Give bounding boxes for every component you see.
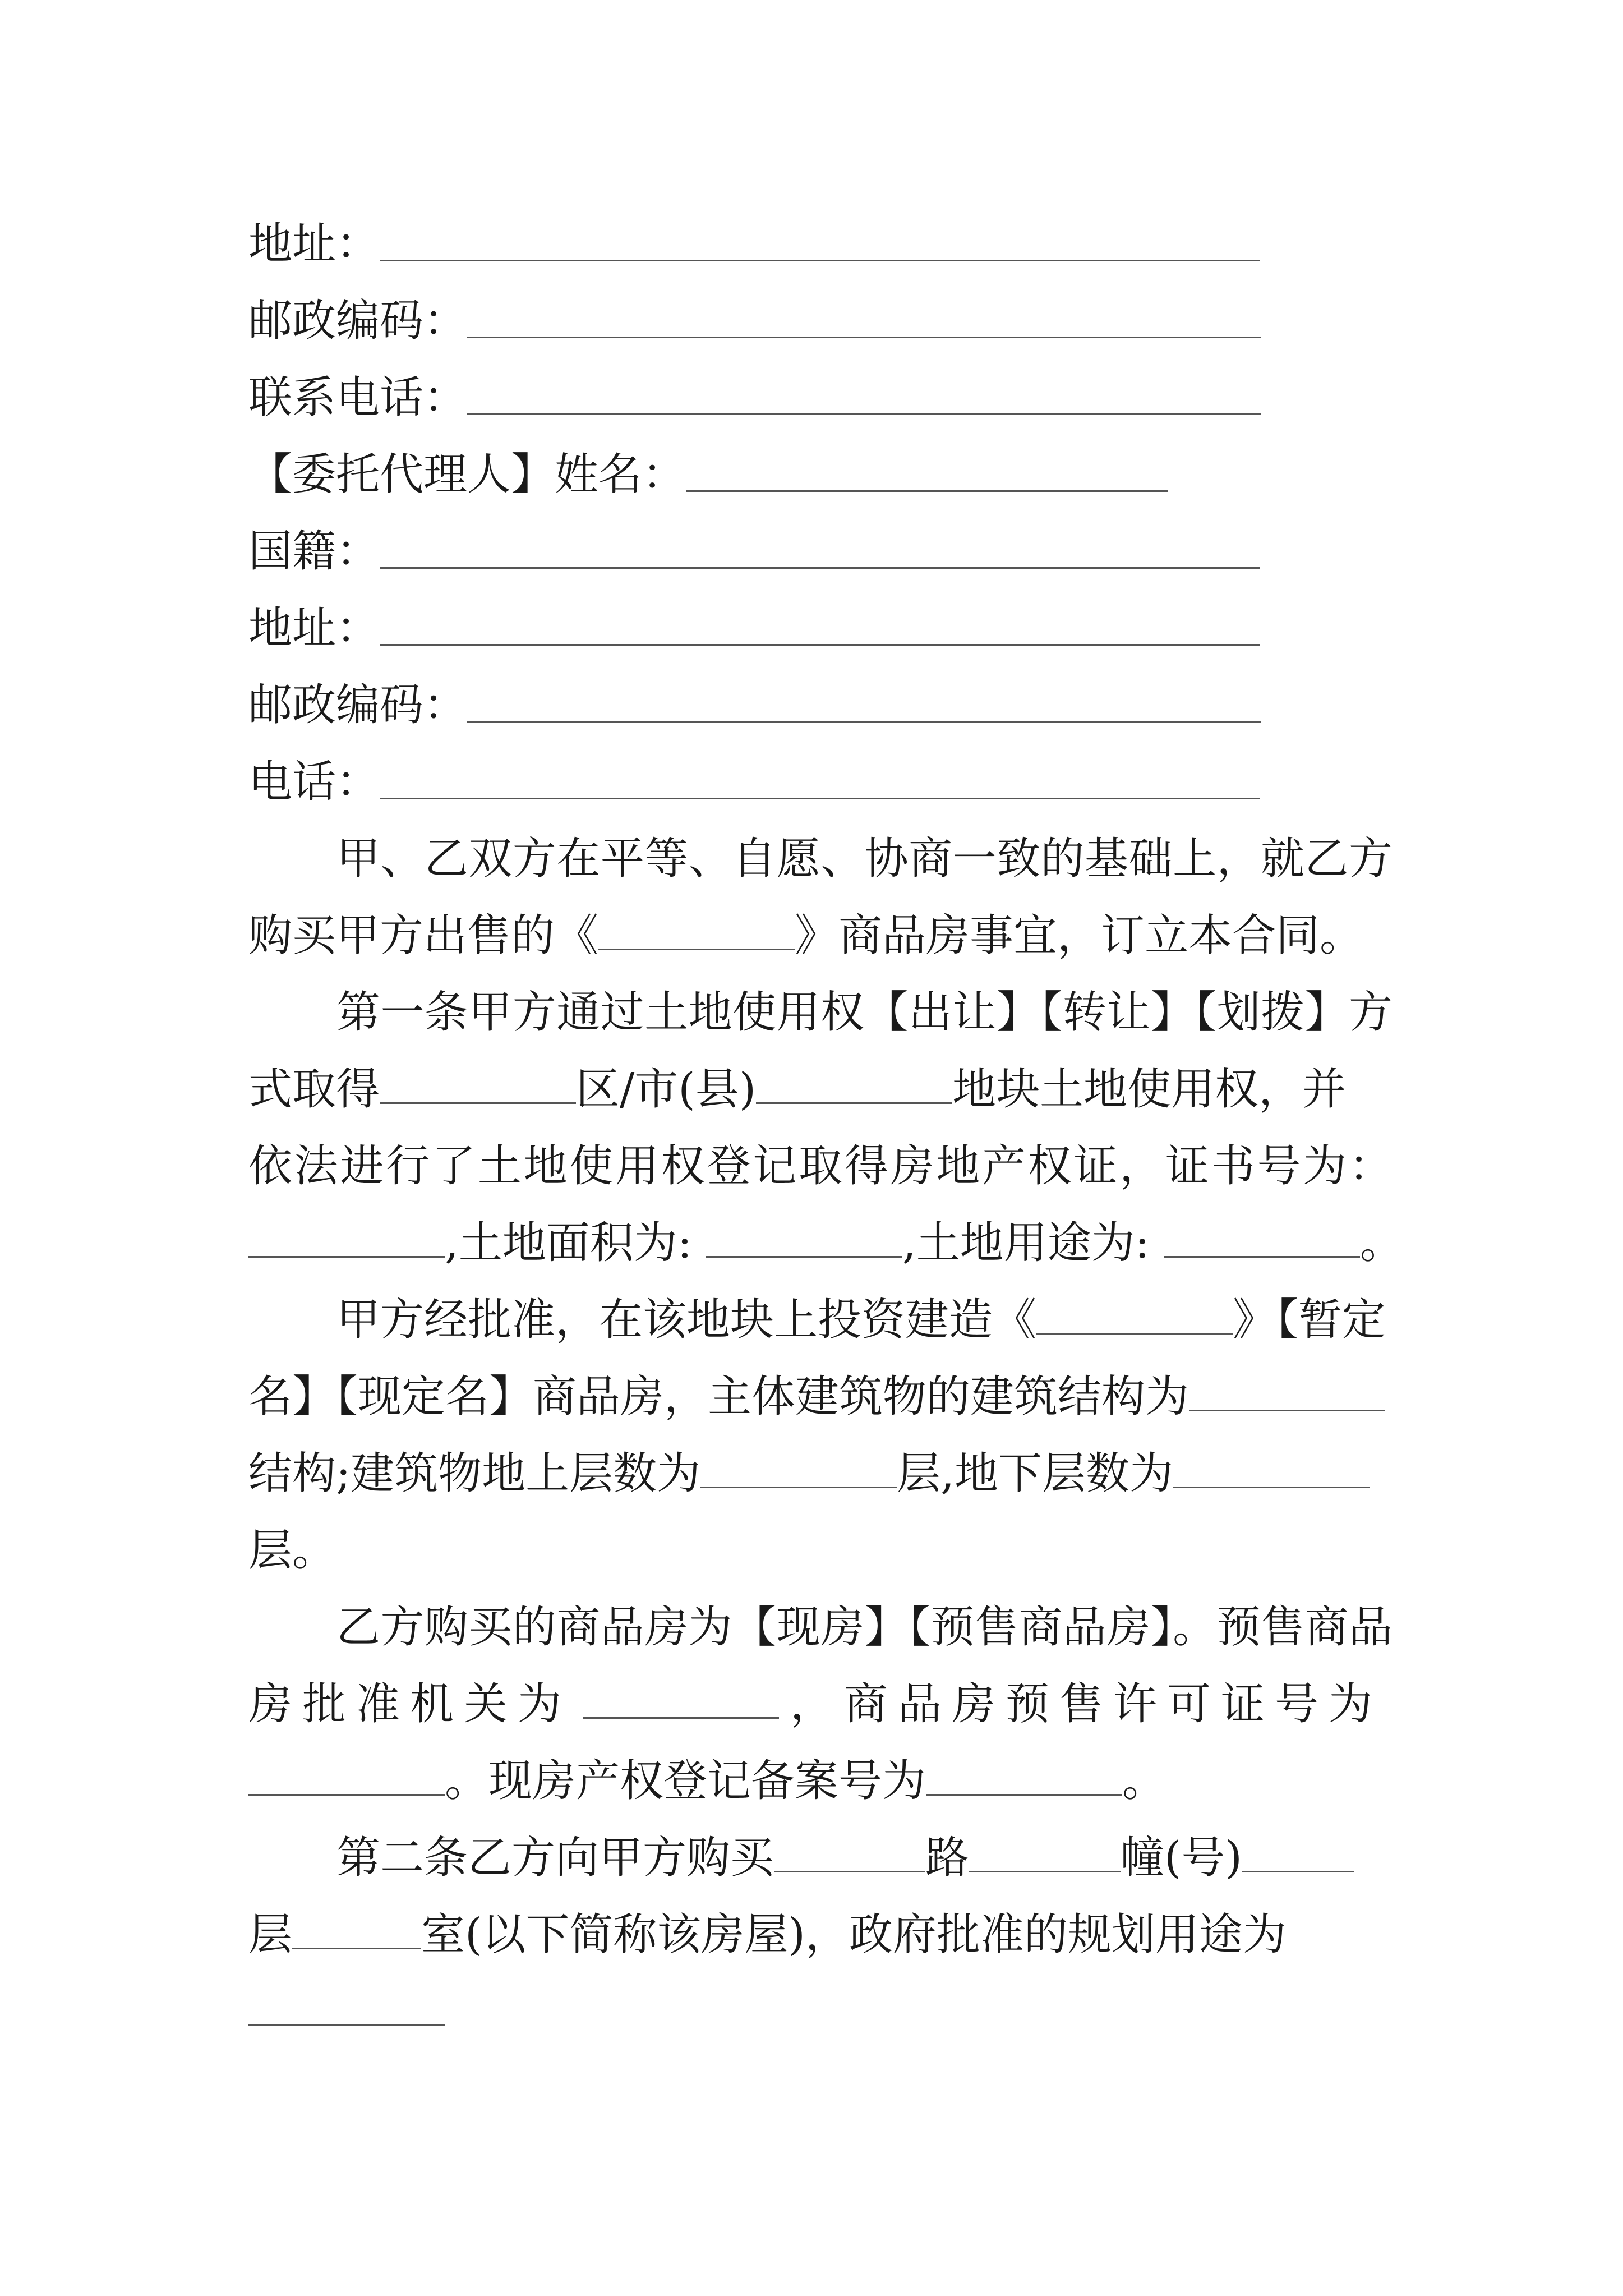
blank-line [380,1068,576,1104]
blank-line [1189,1375,1385,1411]
article-2-line-2: 层 室(以下简称该房屋)，政府批准的规划用途为 [248,1910,1287,1960]
field-label: 国籍： [248,526,380,577]
presale-line-3: 。现房产权登记备案号为 。 [248,1745,1393,1818]
blank-line [706,1221,902,1258]
blank-line [467,686,1261,723]
blank-line [598,914,795,950]
field-label: 【委托代理人】姓名： [248,449,686,500]
field-agent-postcode [248,669,1393,742]
field-address [248,208,1393,280]
blank-line [467,379,1261,415]
field-label: 地址： [248,219,380,269]
blank-line [756,1068,952,1104]
blank-line [248,1221,445,1258]
approval-line-1: 甲方经批准，在该地块上投资建造《 》【暂定 [336,1295,1386,1345]
blank-line [926,1759,1122,1796]
blank-line [380,763,1260,799]
blank-line [248,1759,445,1796]
blank-line [292,1913,421,1949]
blank-line [467,302,1261,338]
blank-line [686,455,1168,492]
field-agent-phone [248,746,1393,818]
field-label: 邮政编码： [248,680,468,730]
paragraph-intro-line-1: 甲、乙双方在平等、自愿、协商一致的基础上，就乙方 [336,834,1393,884]
article-1-line-3: 依法进行了土地使用权登记取得房地产权证，证书号为： [248,1141,1393,1191]
blank-line [380,609,1260,646]
blank-line [583,1682,779,1719]
field-nationality [248,515,1393,588]
article-2-line-3 [248,1975,1393,2048]
blank-line [248,1990,445,2026]
field-agent-address [248,592,1393,665]
blank-line [1036,1298,1233,1335]
presale-line-2: 房批准机关为 ，商品房预售许可证号为 [248,1679,1383,1729]
approval-line-3: 结构;建筑物地上层数为 层,地下层数为 [248,1437,1393,1510]
blank-line [1173,1452,1370,1488]
paragraph-intro-line-2: 购买甲方出售的《 》商品房事宜，订立本合同。 [248,910,1364,961]
article-1-line-2: 式取得 区/市(县) 地块土地使用权，并 [248,1064,1347,1115]
field-phone [248,361,1393,434]
blank-line [700,1452,897,1488]
article-1-line-1: 第一条甲方通过土地使用权【出让】【转让】【划拨】方 [336,987,1393,1038]
blank-line [380,532,1260,569]
blank-line [774,1836,925,1872]
field-label: 地址： [248,603,380,654]
approval-line-2: 名】【现定名】商品房，主体建筑物的建筑结构为 [248,1360,1393,1433]
approval-line-4: 层。 [248,1525,336,1576]
blank-line [969,1836,1121,1872]
field-agent-name [248,438,1393,511]
blank-line [380,225,1260,261]
field-label: 联系电话： [248,372,468,423]
article-2-line-1: 第二条乙方向甲方购买 路 幢(号) [336,1821,1393,1894]
blank-line [1242,1836,1354,1872]
field-postcode [248,284,1393,357]
presale-line-1: 乙方购买的商品房为【现房】【预售商品房】。预售商品 [336,1602,1393,1653]
article-1-line-4: ,土地面积为: ,土地用途为: 。 [248,1207,1393,1280]
field-label: 邮政编码： [248,296,468,346]
blank-line [1164,1221,1360,1258]
field-label: 电话： [248,757,380,807]
